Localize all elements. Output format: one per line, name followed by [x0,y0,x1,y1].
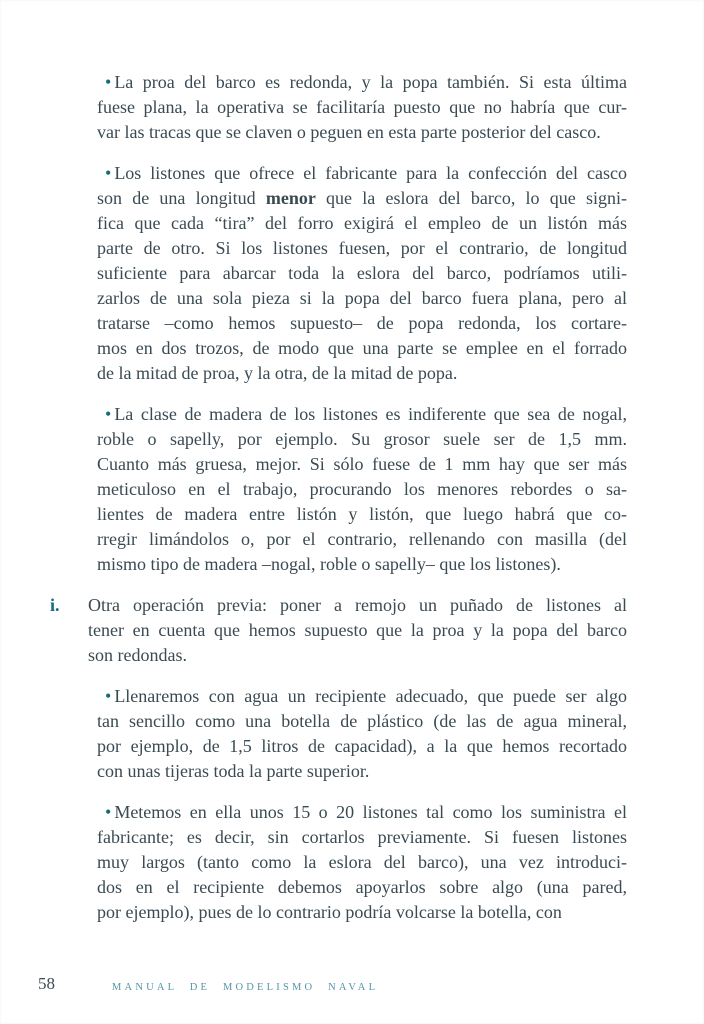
text-line: dos en el recipiente debemos apoyarlos sobre algo (una pared, [97,877,627,897]
numbered-item [50,593,627,668]
text-line: • Los listones que ofrece el fabricante para la confección del casco [105,163,627,183]
text-line: • Metemos en ella unos 15 o 20 listones tal como los suministra el [105,802,627,822]
text-line: mos en dos trozos, de modo que una parte se emplee en el forrado [97,338,627,358]
text-line: por ejemplo, de 1,5 litros de capacidad), a la que hemos recortado [97,736,627,756]
text-line: son de una longitud menor que la eslora del barco, lo que signi- [97,188,627,208]
bullet-paragraph [97,800,627,925]
page-number: 58 [38,974,55,993]
text-line: con unas tijeras toda la parte superior. [97,761,370,781]
text-line: son redondas. [88,645,187,665]
text-line: • Llenaremos con agua un recipiente adecuado, que puede ser algo [105,686,627,706]
text-line: suficiente para abarcar toda la eslora del barco, podríamos utili- [97,263,627,283]
text-line: • La proa del barco es redonda, y la popa también. Si esta última [105,72,627,92]
bullet-icon: • [105,163,112,183]
bullet-icon: • [105,72,112,92]
bullet-icon: • [105,404,112,424]
bullet-paragraph [97,161,627,386]
text-line: tan sencillo como una botella de plástico (de las de agua mineral, [97,711,627,731]
running-title: MANUAL DE MODELISMO NAVAL [112,982,379,993]
text-line: parte de otro. Si los listones fuesen, por el contrario, de longitud [97,238,627,258]
text-line: por ejemplo), pues de lo contrario podría volcarse la botella, con [97,902,562,922]
bullet-paragraph [97,402,627,577]
bullet-paragraph [97,684,627,784]
text-line: fabricante; es decir, sin cortarlos previamente. Si fuesen listones [97,827,627,847]
text-line: fuese plana, la operativa se facilitaría puesto que no habría que cur- [97,97,627,117]
text-line: tener en cuenta que hemos supuesto que la proa y la popa del barco [88,620,627,640]
text-line: de la mitad de proa, y la otra, de la mitad de popa. [97,363,458,383]
text-line: var las tracas que se claven o peguen en esta parte posterior del casco. [97,122,601,142]
text-line: muy largos (tanto como la eslora del barco), una vez introduci- [97,852,627,872]
bullet-icon: • [105,802,112,822]
bullet-paragraph [97,70,627,145]
text-line: rregir limándolos o, por el contrario, rellenando con masilla (del [97,529,627,549]
text-line: Otra operación previa: poner a remojo un puñado de listones al [88,595,627,615]
text-line: tratarse –como hemos supuesto– de popa redonda, los cortare- [97,313,627,333]
text-line: zarlos de una sola pieza si la popa del barco fuera plana, pero al [97,288,627,308]
text-line: Cuanto más gruesa, mejor. Si sólo fuese de 1 mm hay que ser más [97,454,627,474]
text-line: meticuloso en el trabajo, procurando los menores rebordes o sa- [97,479,627,499]
text-line: roble o sapelly, por ejemplo. Su grosor suele ser de 1,5 mm. [97,429,627,449]
text-line: • La clase de madera de los listones es indiferente que sea de nogal, [105,404,627,424]
text-line: fica que cada “tira” del forro exigirá el empleo de un listón más [97,213,627,233]
page-content [50,70,627,941]
bullet-icon: • [105,686,112,706]
text-line: lientes de madera entre listón y listón, que luego habrá que co- [97,504,627,524]
roman-numeral-marker: i. [50,595,60,615]
text-line: mismo tipo de madera –nogal, roble o sapelly– que los listones). [97,554,561,574]
